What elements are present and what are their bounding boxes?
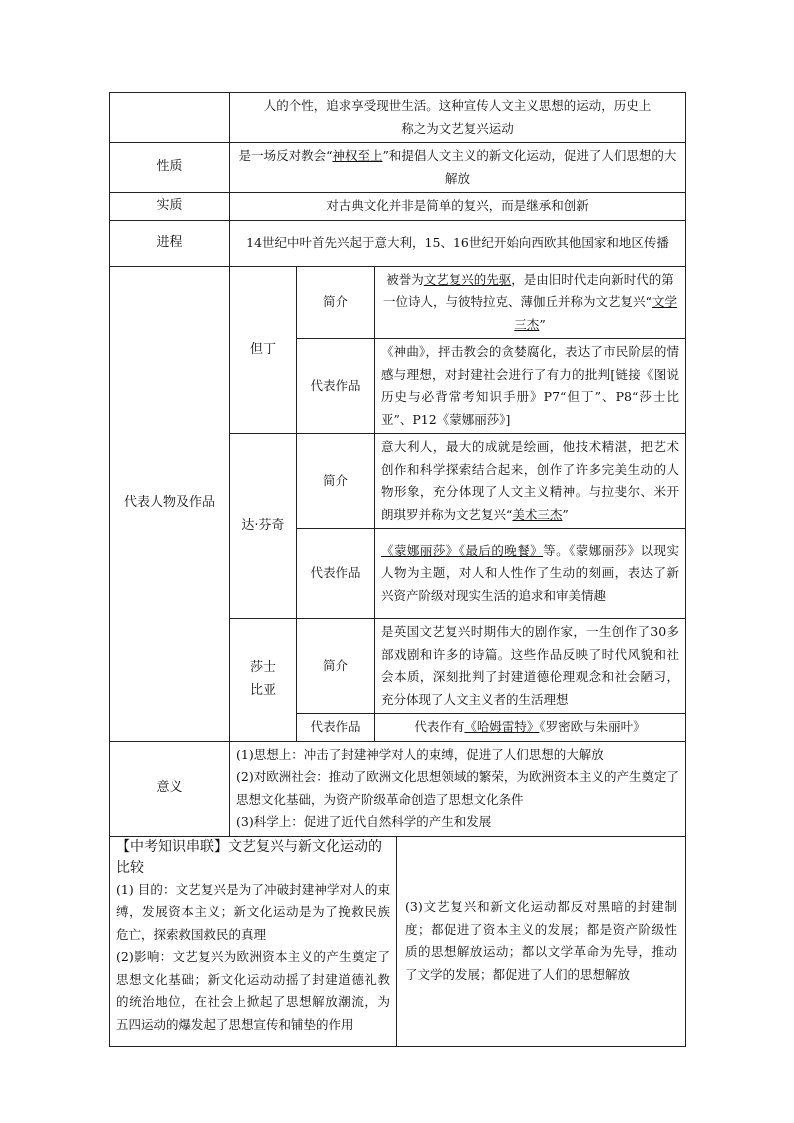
- table-row: [110, 837, 686, 1047]
- shakespeare-intro: 是英国文艺复兴时期伟大的剧作家，一生创作了30多部戏剧和许多的诗篇。这些作品反映了时代风貌和社会本质，深刻批判了封建道德伦理观念和社会陋习，充分体现了人文主义者的生活理想: [375, 619, 686, 714]
- shakespeare-work-1: 《哈姆雷特》: [464, 719, 540, 734]
- shakespeare-works-label: 代表作品: [297, 714, 375, 742]
- table-row: [110, 143, 686, 193]
- xingzhi-text-pre: 是一场反对教会“: [238, 148, 333, 163]
- xingzhi-keyword: 神权至上: [332, 148, 383, 163]
- intro-line-2: 称之为文艺复兴运动: [401, 120, 514, 136]
- davinci-name: 达·芬奇: [230, 434, 297, 619]
- davinci-works-label: 代表作品: [297, 529, 375, 619]
- davinci-works-post: 等。《蒙娜丽莎》以现实人物为主题，对人和人性作了生动的刻画，表达了新兴资产阶级对现实生活的追求和审美情趣: [381, 542, 680, 603]
- shakespeare-name: [230, 619, 297, 742]
- table-row: [110, 741, 686, 836]
- comparison-left-cell: [110, 837, 397, 1047]
- yiyi-label: 意义: [110, 741, 230, 836]
- shakespeare-intro-label: 简介: [297, 619, 375, 714]
- xingzhi-text-post: ”和提倡人文主义的新文化运动，促进了人们思想的大解放: [382, 148, 677, 186]
- dante-intro-pre: 被誉为: [386, 271, 424, 287]
- table-row: [110, 266, 686, 339]
- dante-name: 但丁: [230, 266, 297, 434]
- davinci-intro-keyword: 美术三杰: [512, 506, 563, 522]
- dante-intro-mid: ，是由旧时代走向新时代的第一位诗人，与彼特拉克、薄伽丘并称为文艺复兴“: [383, 271, 674, 309]
- yiyi-content: [230, 741, 686, 836]
- dante-intro-keyword: 文艺复兴的先驱: [423, 271, 512, 287]
- comparison-point-2: (2)影响：文艺复兴为欧洲资本主义的产生奠定了思想文化基础；新文化运动动摇了封建道德礼教的统治地位，在社会上掀起了思想解放潮流，为五四运动的爆发起了思想宣传和铺垫的作用: [116, 949, 390, 1032]
- yiyi-item-1: (1)思想上：冲击了封建神学对人的束缚，促进了人们思想的大解放: [236, 746, 604, 762]
- shakespeare-work-2: 《罗密欧与朱丽叶》: [539, 719, 646, 734]
- comparison-title: 【中考知识串联】文艺复兴与新文化运动的比较: [116, 838, 382, 876]
- davinci-work-2: 《最后的晚餐》: [458, 542, 544, 558]
- shakespeare-name-text: 莎士比亚: [249, 660, 276, 698]
- davinci-works: [375, 529, 686, 619]
- empty-label-cell: [110, 93, 230, 143]
- intro-line-1: 人的个性，追求享受现世生活。这种宣传人文主义思想的运动，历史上: [263, 98, 652, 113]
- table-row: [110, 93, 686, 143]
- davinci-intro-post: ”: [562, 506, 569, 522]
- dante-intro-post: ”: [539, 316, 546, 332]
- renaissance-table: [109, 92, 686, 837]
- davinci-intro-label: 简介: [297, 434, 375, 529]
- rep-label: 代表人物及作品: [110, 266, 230, 741]
- dante-works-label: 代表作品: [297, 339, 375, 434]
- knowledge-sheet: [109, 92, 685, 1047]
- yiyi-item-2: (2)对欧洲社会：推动了欧洲文化思想领域的繁荣，为欧洲资本主义的产生奠定了思想文化基础，为资产阶级革命创造了思想文化条件: [236, 769, 680, 807]
- dante-works: 《神曲》，抨击教会的贪婪腐化，表达了市民阶层的情感与理想，对封建社会进行了有力的批判[链接《图说历史与必背常考知识手册》P7“但丁”、P8“莎士比亚”、P12《蒙娜丽莎》]: [375, 339, 686, 434]
- dante-intro-label: 简介: [297, 266, 375, 339]
- jincheng-label: 进程: [110, 220, 230, 266]
- davinci-intro-pre: 意大利人，最大的成就是绘画，他技术精湛，把艺术创作和科学探索结合起来，创作了许多完美生动的人物形象，充分体现了人文主义精神。与拉斐尔、米开朗琪罗并称为文艺复兴“: [381, 439, 680, 522]
- dante-intro: [375, 266, 686, 339]
- dante-intro-keyword-2: 文学三杰: [514, 294, 677, 332]
- comparison-point-3: (3)文艺复兴和新文化运动都反对黑暗的封建制度；都促进了资本主义的发展；都是资产阶级性质的思想解放运动；都以文学革命为先导，推动了文学的发展；都促进了人们的思想解放: [405, 899, 677, 982]
- shakespeare-works: [375, 714, 686, 742]
- table-row: [110, 220, 686, 266]
- comparison-point-1: (1) 目的：文艺复兴是为了冲破封建神学对人的束缚，发展资本主义；新文化运动是为了挽救民族危亡，探索救国救民的真理: [116, 881, 390, 942]
- intro-cell: [230, 93, 686, 143]
- davinci-work-1: 《蒙娜丽莎》: [381, 542, 459, 558]
- xingzhi-label: 性质: [110, 143, 230, 193]
- comparison-table: [109, 837, 686, 1048]
- comparison-right-cell: [397, 837, 686, 1047]
- davinci-intro: [375, 434, 686, 529]
- table-row: [110, 193, 686, 221]
- yiyi-item-3: (3)科学上：促进了近代自然科学的产生和发展: [236, 814, 492, 829]
- xingzhi-content: [230, 143, 686, 193]
- shizhi-label: 实质: [110, 193, 230, 221]
- shizhi-content: 对古典文化并非是简单的复兴，而是继承和创新: [230, 193, 686, 221]
- shakespeare-works-pre: 代表作有: [414, 719, 465, 734]
- jincheng-content: 14世纪中叶首先兴起于意大利，15、16世纪开始向西欧其他国家和地区传播: [230, 220, 686, 266]
